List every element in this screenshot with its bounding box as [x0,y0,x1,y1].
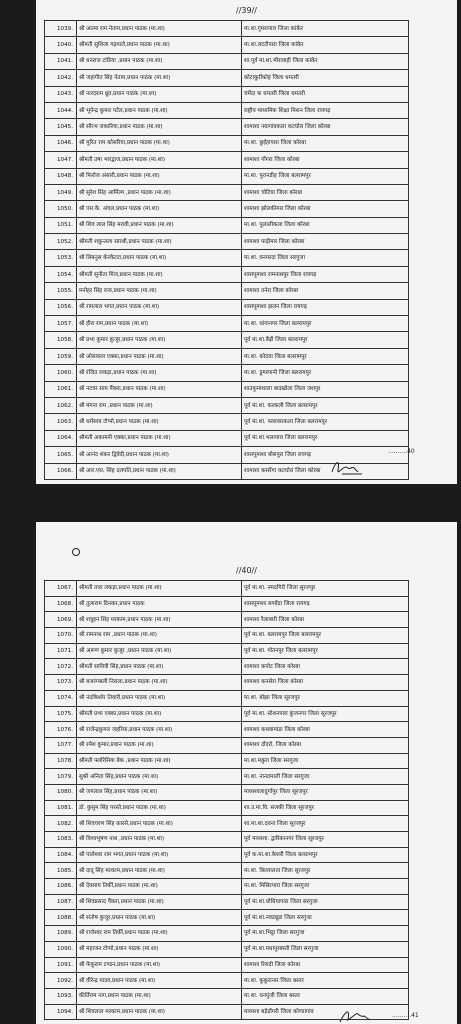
posting-place-cell: पूर्व मा.शा.बैढ़ी जिला बलरामपुर [242,332,409,348]
table-row [45,894,409,910]
serial-number-cell: 1061. [45,381,77,397]
signature [336,1004,376,1024]
table-row [45,299,409,315]
teacher-name-cell: श्री सौरभ जकारिया,प्रधान पाठक (मा.शा) [77,119,242,135]
table-row [45,234,409,250]
table-row [45,283,409,299]
table-row [45,941,409,957]
teacher-name-cell: श्री अरूण कुमार कुजूर ,प्रधान पाठक (मा.शा) [77,643,242,659]
teacher-name-cell: श्री धर्मसाय टोप्पो,प्रधान पाठक (मा.शा) [77,414,242,430]
posting-place-cell: शामाशा झोलकीमार जिला कोरबा [242,201,409,217]
document-page-40 [36,522,457,1024]
table-row [45,53,409,69]
posting-place-cell: शामाशा कसरेंगा कटघोरा जिला कोरबा [242,463,409,479]
teacher-name-cell: श्री ओसवल्ल एक्का,प्रधान पाठक (मा.शा) [77,348,242,364]
table-row [45,266,409,282]
table-row [45,86,409,102]
posting-place-cell: माध्यशा बड़ेडोंगरी जिला कोण्डागांव [242,1004,409,1020]
teacher-name-cell: श्री धनराज टांडिया ,प्रधान पाठक (मा.शा) [77,53,242,69]
serial-number-cell: 1067. [45,581,77,597]
posting-place-cell: मा.शा.मकुरा जिला सरगुजा [242,753,409,769]
serial-number-cell: 1056. [45,299,77,315]
teacher-name-cell: श्री रमेश कुमार,प्रधान पाठक (मा.शा) [77,737,242,753]
teacher-name-cell: श्री रंजित लकड़ा,प्रधान पाठक (मा.शा) [77,365,242,381]
posting-place-cell: शा.पूर्व मा.शा.भीरावाही जिला कांकेर [242,53,409,69]
serial-number-cell: 1040. [45,37,77,53]
table-row [45,706,409,722]
signature [328,456,368,478]
posting-place-cell: मा.शा. कोदया जिला बलरामपुर [242,348,409,364]
teacher-name-cell: श्री हीरा राम,प्रधान पाठक (मा.शा) [77,316,242,332]
serial-number-cell: 1084. [45,847,77,863]
teacher-name-cell: श्रीमती तारा लकड़ा,प्रधान पाठक (मा.शा) [77,581,242,597]
teacher-name-cell: श्री नटवर साय पैंकरा,प्रधान पाठक (मा.शा) [77,381,242,397]
table-row [45,769,409,785]
serial-number-cell: 1083. [45,832,77,848]
serial-number-cell: 1058. [45,332,77,348]
posting-place-cell: कोटाकुर्रीकोहं जिला धमतरी [242,70,409,86]
posting-place-cell: पूर्व क.मा.शा.केशरी जिला बलरामपुर [242,847,409,863]
posting-place-cell: पूर्व मा.शा.भिट्ठा जिला सरगुजा [242,926,409,942]
teacher-name-cell: श्री दादू सिंह मरकाम,प्रधान पाठक (मा.शा) [77,863,242,879]
table-row [45,414,409,430]
serial-number-cell: 1090. [45,941,77,957]
posting-place-cell: शामाशा गोंगरा जिला कोरबा [242,152,409,168]
posting-place-cell: मा.शा. धांगानगर जिला बलरामपुर [242,316,409,332]
continued-page-marker: ..........41 [392,1012,419,1019]
document-page-39 [36,0,457,484]
posting-place-cell: राष्ट्रीय माध्यमिक शिक्षा मिशन जिला रायगढ़ [242,102,409,118]
page-number: //40// [236,566,257,575]
teacher-name-cell: श्रीमती फ्लोरेसिया बेक ,प्रधान पाठक (मा.शा) [77,753,242,769]
posting-place-cell: मा.शा. नानदमाली जिला सरगुजा [242,769,409,785]
punch-hole-mark [72,548,80,556]
serial-number-cell: 1070. [45,628,77,644]
table-row [45,847,409,863]
table-row [45,737,409,753]
table-row [45,21,409,37]
teacher-name-cell: श्री जहांगीत सिंह नेताम,प्रधान पाठक (मा.शा) [77,70,242,86]
serial-number-cell: 1094. [45,1004,77,1020]
posting-place-cell: माध्यशालादुर्गापुर जिला सूरजपुर [242,784,409,800]
posting-place-cell: मा.शा. पुलालीकला जिला कोरबा [242,217,409,233]
teacher-name-cell: मनोहर सिंह राज,प्रधान पाठक (मा.शा) [77,283,242,299]
serial-number-cell: 1063. [45,414,77,430]
table-row [45,37,409,53]
teacher-name-cell: श्री पालेश्वर राम भगत,प्रधान पाठक (मा.शा) [77,847,242,863]
teacher-name-cell: श्रीमती शकुन्तला सारथी,प्रधान पाठक (मा.शा) [77,234,242,250]
table-row [45,926,409,942]
teacher-name-cell: श्री रामलाल भगत,प्रधान पाठक (मा.शा) [77,299,242,315]
posting-place-cell: पूर्व मा.शा. गोतनपुर जिला बलरामपुर [242,643,409,659]
teacher-name-cell: श्रीमती सावित्री सिंह,प्रधान पाठक (मा.शा) [77,659,242,675]
table-row [45,675,409,691]
table-row [45,643,409,659]
teacher-name-cell: श्री शिवप्रसाद पैंकरा,प्रधान पाठक (मा.शा) [77,894,242,910]
teacher-name-cell: श्री फिरोज अंसारी,प्रधान पाठक (मा.शा) [77,168,242,184]
posting-place-cell: पूर्व मा.शा. परसवारकला जिला बलरामपुर [242,414,409,430]
teacher-name-cell: श्री देवसाय तिर्की,प्रधान पाठक (मा.शा) [77,879,242,895]
table-row [45,430,409,446]
posting-place-cell: शामाशा दोंदरो, जिला कोरबा [242,737,409,753]
teacher-name-cell: श्री शत्रुहन सिंह मरकाम,प्रधान पाठक (मा.शा) [77,612,242,628]
posting-place-cell: मा.शा. छुईहापारा जिला कोरबा [242,135,409,151]
teacher-name-cell: श्री संतोष कुजूर,प्रधान पाठक (मा.शा) [77,910,242,926]
table-row [45,628,409,644]
table-row [45,217,409,233]
serial-number-cell: 1069. [45,612,77,628]
posting-place-cell: मा.शा.लटटीपारा जिला कांकेर [242,37,409,53]
table-row [45,753,409,769]
continued-page-marker: ..........40 [388,448,415,455]
serial-number-cell: 1085. [45,863,77,879]
teacher-name-cell: श्रीमती अकामनी एक्का,प्रधान पाठक (मा.शा) [77,430,242,446]
table-row [45,596,409,612]
table-row [45,957,409,973]
teacher-name-cell: श्री शिवचरण सिंह कारसे,प्रधान पाठक (मा.शा) [77,816,242,832]
posting-place-cell: शासपूमाशा झलन जिला रायगढ़ [242,299,409,315]
teacher-name-cell: श्री आर.एस. सिंह दलपति,प्रधान पाठक (मा.शा) [77,463,242,479]
teacher-name-cell: श्री तुलाराम दिनकर,प्रधान पाठक [77,596,242,612]
serial-number-cell: 1087. [45,894,77,910]
teacher-name-cell: श्री लिबनुस केरकेटटा,प्रधान पाठक (मा.शा) [77,250,242,266]
teacher-name-cell: श्री शिवलाल मरकाम,प्रधान पाठक (मा.शा) [77,1004,242,1020]
serial-number-cell: 1093. [45,988,77,1004]
teacher-name-cell: श्री एस.के. अंचल,प्रधान पाठक (मा.शा) [77,201,242,217]
table-row [45,832,409,848]
serial-number-cell: 1092. [45,973,77,989]
teacher-name-cell: श्री मुरित राम कोसरिया,प्रधान पाठक (मा.शा) [77,135,242,151]
serial-number-cell: 1091. [45,957,77,973]
teacher-name-cell: सुश्री अनिता सिंह,प्रधान पाठक (मा.शा) [77,769,242,785]
table-row [45,316,409,332]
serial-number-cell: 1065. [45,447,77,463]
serial-number-cell: 1071. [45,643,77,659]
posting-place-cell: चमेंदा क धमतरी जिला धमतरी [242,86,409,102]
table-row [45,102,409,118]
serial-number-cell: 1074. [45,690,77,706]
serial-number-cell: 1077. [45,737,77,753]
serial-number-cell: 1086. [45,879,77,895]
posting-place-cell: पूर्व मा.शा.नवडबूडा जिला सरगुजा [242,910,409,926]
serial-number-cell: 1064. [45,430,77,446]
posting-place-cell: मा.शा. धनपुंजी जिला बस्तर [242,988,409,1004]
serial-number-cell: 1055. [45,283,77,299]
posting-place-cell: शा.मा.शा.दवना जिला सूरजपुर [242,816,409,832]
posting-place-cell: शा.उ.मा.वि. सलकी जिला सूरजपुर [242,800,409,816]
teacher-name-cell: श्री प्रभा कुमार कुजूर,प्रधान पाठक (मा.शा) [77,332,242,348]
serial-number-cell: 1082. [45,816,77,832]
table-row [45,397,409,413]
posting-place-cell: शासपूमाशा रामनाथपुर जिला रायगढ़ [242,266,409,282]
table-row [45,70,409,86]
table-row [45,988,409,1004]
teacher-name-cell: श्रीमती प्रभा एक्का,प्रधान पाठक (मा.शा) [77,706,242,722]
posting-place-cell: शाउफूमाशाला बादखोला जिला जशपुर [242,381,409,397]
table-row [45,332,409,348]
teacher-name-cell: श्री वीरेन्द्र यादव,प्रधान पाठक (मा.शा) [77,973,242,989]
posting-place-cell: पूर्व मा.शा.धोधियापारा जिला सरगुजा [242,894,409,910]
teacher-name-cell: श्रीमती सुशिला गढ़पाले,प्रधान पाठक (मा.शा) [77,37,242,53]
serial-number-cell: 1041. [45,53,77,69]
serial-number-cell: 1039. [45,21,77,37]
table-row [45,348,409,364]
posting-place-cell: शामाशा पाड़ीमार जिला कोरबा [242,234,409,250]
posting-place-cell: पूर्व मा.शा. करकली जिला बलरामपुर [242,397,409,413]
serial-number-cell: 1050. [45,201,77,217]
posting-place-cell: शामाशा रिसदी जिला कोरबा [242,957,409,973]
posting-place-cell: मा.शा. घनपरदा जिला सरगुजा [242,250,409,266]
posting-place-cell: मा.शा. बोझा जिला सूरजपुर [242,690,409,706]
table-row [45,381,409,397]
serial-number-cell: 1053. [45,250,77,266]
posting-place-cell: शासपूमाशा बोसपुरा जिला रायगढ़ [242,447,409,463]
table-row [45,135,409,151]
posting-place-cell: मा.शा. कुकुरानार जिला बस्तर [242,973,409,989]
table-row [45,581,409,597]
teacher-name-cell: श्री रामनाथ राम ,प्रधान पाठक (मा.शा) [77,628,242,644]
serial-number-cell: 1068. [45,596,77,612]
table-row [45,863,409,879]
posting-place-cell: मा.शा. डूमरपानी जिला बलरामपुर [242,365,409,381]
serial-number-cell: 1045. [45,119,77,135]
posting-place-cell: शासपूमाशा बगबेंदा जिला रायगढ़ [242,596,409,612]
teacher-name-cell: श्री नंदकिशोर तिवारी,प्रधान पाठक (मा.शा) [77,690,242,706]
table-row [45,879,409,895]
table-row [45,184,409,200]
serial-number-cell: 1078. [45,753,77,769]
serial-number-cell: 1049. [45,184,77,200]
teacher-name-cell: कीर्तिराम नाग,प्रधान पाठक (मा.शा) [77,988,242,1004]
serial-number-cell: 1081. [45,800,77,816]
posting-place-cell: पूर्व मा.शा.मधापुरबस्ती जिला सरगुजा [242,941,409,957]
table-row [45,152,409,168]
posting-place-cell: पूर्व मा.शा. बलरामपुर जिला बलरामपुर [242,628,409,644]
table-row [45,816,409,832]
serial-number-cell: 1047. [45,152,77,168]
page-number: //39// [236,6,257,15]
serial-number-cell: 1043. [45,86,77,102]
posting-place-cell: पूर्व मा.शा.भलापारा जिला बलरामपुर [242,430,409,446]
serial-number-cell: 1072. [45,659,77,675]
serial-number-cell: 1042. [45,70,77,86]
teacher-name-cell: श्री राजेन्द्रकुमार जहरिया,प्रधान पाठक (मा.शा) [77,722,242,738]
teacher-name-cell: श्री मंगना राम ,प्रधान पाठक (मा.शा) [77,397,242,413]
posting-place-cell: शामाशा रैलाबारी जिला कोरबा [242,612,409,628]
teacher-name-cell: श्री महाजन टोप्पो,प्रधान पाठक (मा.शा) [77,941,242,957]
table-row [45,201,409,217]
table-row [45,800,409,816]
posting-place-cell: शामाशा कपोट जिला कोरबा [242,659,409,675]
table-row [45,612,409,628]
posting-place-cell: पूर्व मा.शा. स्टेशनपारा कुंजनगर जिला सूरजपुर [242,706,409,722]
posting-table [44,20,409,480]
posting-place-cell: मा.शा. बिल्लालता जिला सूरजपुर [242,863,409,879]
posting-place-cell: मा.शा. पुरानडीह जिला बलरामपुर [242,168,409,184]
serial-number-cell: 1080. [45,784,77,800]
posting-place-cell: शामाशा कनसेरा जिला कोरबा [242,675,409,691]
serial-number-cell: 1075. [45,706,77,722]
serial-number-cell: 1059. [45,348,77,364]
teacher-name-cell: श्रीमती सुनीता मिंज,प्रधान पाठक (मा.शा) [77,266,242,282]
serial-number-cell: 1073. [45,675,77,691]
posting-place-cell: शामाशा कथवामांडा जिला कोरबा [242,722,409,738]
teacher-name-cell: श्री सुरेश सिंह आर्मिल्य ,प्रधान पाठक (मा.शा) [77,184,242,200]
teacher-name-cell: श्री बजरंगबली निराला,प्रधान पाठक (मा.शा) [77,675,242,691]
table-row [45,168,409,184]
posting-place-cell: मा.शा.गुमरापारा जिला कांकेर [242,21,409,37]
table-row [45,250,409,266]
teacher-name-cell: डॉ. कुसुम सिंह परस्ते,प्रधान पाठक (मा.शा) [77,800,242,816]
teacher-name-cell: श्री नारदराम ध्रुव,प्रधान पाठक (मा.शा) [77,86,242,102]
teacher-name-cell: श्री आनंद शंकर द्विवेदी,प्रधान पाठक (मा.शा) [77,447,242,463]
serial-number-cell: 1062. [45,397,77,413]
teacher-name-cell: श्री शिव लाल सिंह मरावी,प्रधान पाठक (मा.शा) [77,217,242,233]
posting-place-cell: शामाशा नवागांवकला कटघोरा जिला कोरबा [242,119,409,135]
table-row [45,365,409,381]
teacher-name-cell: श्री राजेश्वर राम तिर्की,प्रधान पाठक (मा.शा) [77,926,242,942]
teacher-name-cell: श्रीमती उषा भारद्वाज,प्रधान पाठक (मा.शा) [77,152,242,168]
posting-place-cell: शामाशा चोटिया जिला कोरबा [242,184,409,200]
teacher-name-cell: श्री विश्वभूषण नाथ ,प्रधान पाठक (मा.शा) [77,832,242,848]
posting-table [44,580,409,1020]
serial-number-cell: 1066. [45,463,77,479]
serial-number-cell: 1060. [45,365,77,381]
serial-number-cell: 1054. [45,266,77,282]
posting-place-cell: शामाशा तनेरा जिला कोरबा [242,283,409,299]
table-row [45,722,409,738]
serial-number-cell: 1089. [45,926,77,942]
table-row [45,784,409,800]
table-row [45,690,409,706]
posting-place-cell: पूर्व माध्यशा. द्वारिकानगर जिला सूरजपुर [242,832,409,848]
table-row [45,910,409,926]
serial-number-cell: 1079. [45,769,77,785]
serial-number-cell: 1044. [45,102,77,118]
teacher-name-cell: श्री जगलाल सिंह,प्रधान पाठक (मा.शा) [77,784,242,800]
serial-number-cell: 1051. [45,217,77,233]
teacher-name-cell: श्री फेकूराम टण्डन,प्रधान पाठक (मा.शा) [77,957,242,973]
teacher-name-cell: श्री भूपेन्द्र कुमार पटेल,प्रधान पाठक (मा.शा) [77,102,242,118]
posting-place-cell: पूर्व मा.शा. नमदगिरी जिला सूरजपुर [242,581,409,597]
serial-number-cell: 1048. [45,168,77,184]
serial-number-cell: 1088. [45,910,77,926]
serial-number-cell: 1052. [45,234,77,250]
table-row [45,659,409,675]
serial-number-cell: 1057. [45,316,77,332]
table-row [45,119,409,135]
teacher-name-cell: श्री आत्मा राम नेताम,प्रधान पाठक (मा.शा) [77,21,242,37]
serial-number-cell: 1046. [45,135,77,151]
serial-number-cell: 1076. [45,722,77,738]
table-row [45,973,409,989]
posting-place-cell: मा.शा. मिसिरपारा जिला सरगुजा [242,879,409,895]
